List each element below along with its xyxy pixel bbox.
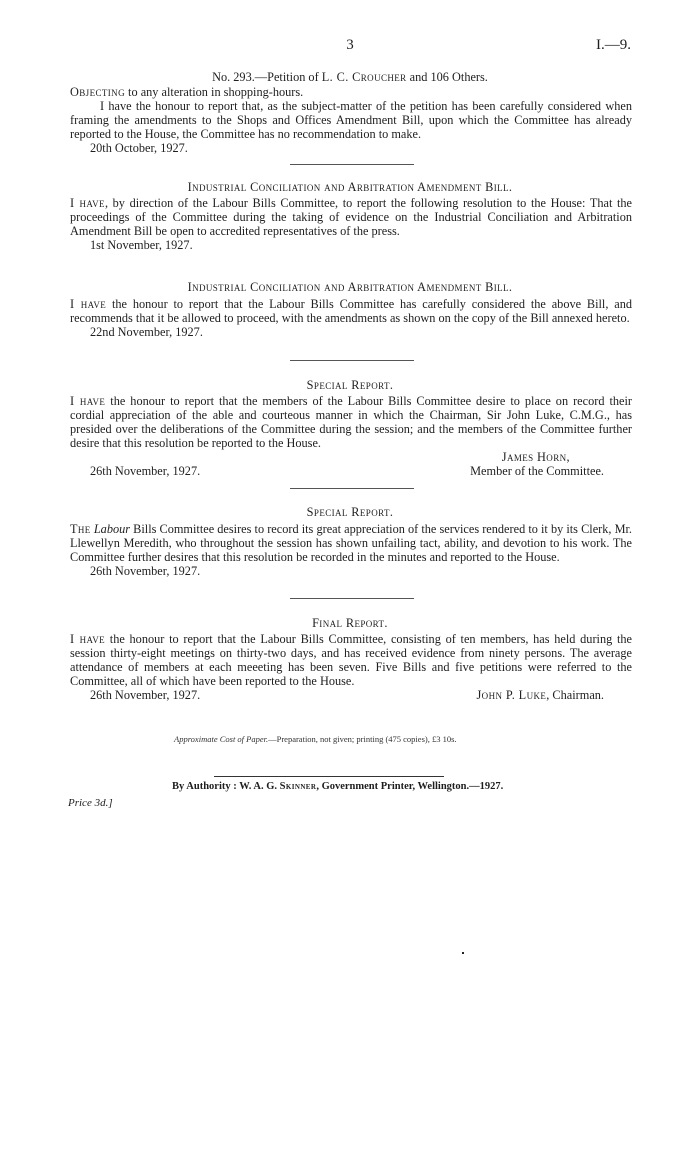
petition-heading-names: L. C. Croucher [321,70,407,84]
petition-heading-suffix: and 106 Others. [406,70,488,84]
final-signatory: John P. Luke [476,688,547,702]
special1-signatory-role: Member of the Committee. [470,464,604,478]
special2-body [70,522,632,564]
special1-date-row [70,464,632,478]
special1-text: the honour to report that the members of the Labour Bills Committee desire to place on record their cordial appreciation of the able and courteous manner in which the Chairman, Sir John Luke, C.M.G., has presided over the deliberations of the Committee during the session; and the members of the Committee further desire that this resolution be reported to the House. [70,394,632,450]
scan-speck [462,952,464,954]
petition-subject [70,85,632,99]
section1-block [70,196,632,252]
special1-lead: I have [70,394,106,408]
cost-of-paper [174,732,457,746]
petition-date: 20th October, 1927. [90,141,188,155]
document-reference: I.—9. [596,37,631,53]
petition-subject-rest: to any alteration in shopping-hours. [124,85,304,99]
final-body [70,632,632,688]
imprint-printer-name: Skinner [279,781,317,792]
imprint-rule [214,776,444,777]
special2-title: Special Report. [306,505,394,519]
final-title: Final Report. [312,616,388,630]
imprint-suffix: , Government Printer, Wellington.—1927. [316,781,504,792]
section1-lead: I have [70,196,105,210]
section2-title: Industrial Conciliation and Arbitration Amendment Bill. [187,280,513,294]
cost-italic: Approximate Cost of Paper. [174,734,269,744]
separator-rule [290,598,414,599]
price [68,796,113,810]
final-signature [476,688,604,702]
special1-signatory-row [70,450,632,464]
petition-block [70,85,632,155]
petition-subject-lead: Objecting [70,85,125,99]
final-block [70,632,632,702]
final-date: 26th November, 1927. [90,688,201,702]
special1-date: 26th November, 1927. [90,464,201,478]
cost-rest: —Preparation, not given; printing (475 copies), £3 10s. [268,734,457,744]
section1-body [70,196,632,238]
section2-block [70,297,632,339]
special1-signatory: James Horn, [501,450,570,464]
petition-heading [0,70,700,84]
section1-text: , by direction of the Labour Bills Committee, to report the following resolution to the House: That the proceedings of the Committee during the taking of evidence on the Industrial Conciliation and Arbitration Amendment Bill be open to accredited representatives of the press. [70,196,633,238]
final-signatory-role: , Chairman. [546,688,604,702]
petition-body: I have the honour to report that, as the subject-matter of the petition has been carefully considered when framing the amendments to the Shops and Offices Amendment Bill, upon which the Committee has already reported to the House, the Committee has no recommendation to make. [70,99,632,141]
section2-lead: I have [70,297,107,311]
special2-date: 26th November, 1927. [90,564,201,578]
final-text: the honour to report that the Labour Bills Committee, consisting of ten members, has held during the session thirty-eight meetings on thirty-two days, and has received evidence from ninety persons. The average attendance of members at each meeeting has been seven. Five Bills and five petitions were referred to the Committee, all of which have been reported to the House. [70,632,632,688]
section1-title: Industrial Conciliation and Arbitration Amendment Bill. [187,180,513,194]
section1-date: 1st November, 1927. [90,238,193,252]
final-lead: I have [70,632,106,646]
petition-heading-prefix: No. 293.—Petition of [212,70,322,84]
special2-block [70,522,632,578]
separator-rule [290,360,414,361]
special2-lead: The [70,522,91,536]
final-date-row [70,688,632,702]
separator-rule [290,488,414,489]
section2-text: the honour to report that the Labour Bills Committee has carefully considered the above Bill, and recommends that it be allowed to proceed, with the amendments as shown on the copy of the Bill annexed hereto. [70,297,632,325]
special1-body [70,394,632,450]
special1-block [70,394,632,478]
section2-body [70,297,632,325]
special1-title: Special Report. [306,378,394,392]
special2-text: Bills Committee desires to record its great appreciation of the services rendered to it by its Clerk, Mr. Llewellyn Meredith, who throughout the session has shown unfailing tact, ability, and devotion to his work. The Committee further desires that this resolution be recorded in the minutes and reported to the House. [70,522,633,564]
imprint-line [172,780,503,794]
price-text: Price 3d.] [68,797,113,809]
section2-date: 22nd November, 1927. [90,325,203,339]
separator-rule [290,164,414,165]
special2-italic: Labour [93,522,131,536]
imprint-prefix: By Authority : W. A. G. [172,781,280,792]
page-number: 3 [346,37,354,53]
